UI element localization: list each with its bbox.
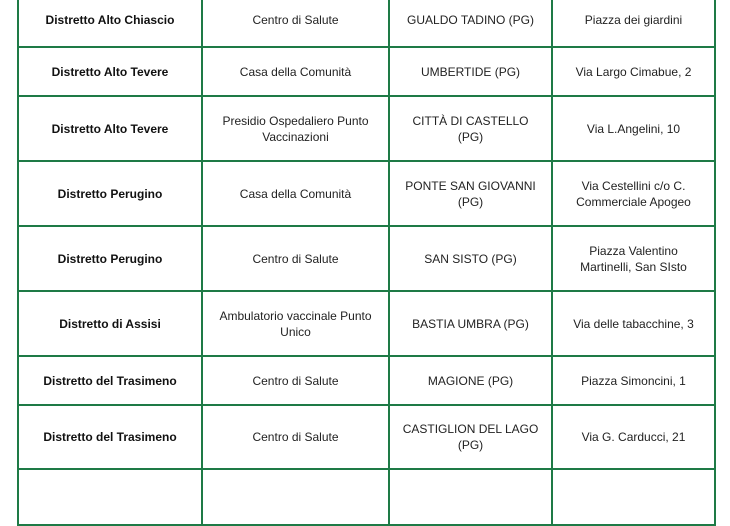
address-cell: Piazza dei giardini <box>552 0 715 47</box>
table-row <box>18 291 715 356</box>
city-cell: CASTIGLION DEL LAGO (PG) <box>389 405 552 469</box>
city-cell: UMBERTIDE (PG) <box>389 47 552 96</box>
address-cell: Piazza Simoncini, 1 <box>552 356 715 405</box>
table-row <box>18 469 715 525</box>
district-cell: Distretto di Assisi <box>18 291 202 356</box>
city-cell <box>389 469 552 525</box>
district-cell: Distretto Alto Tevere <box>18 96 202 161</box>
district-cell: Distretto Perugino <box>18 226 202 291</box>
district-cell <box>18 469 202 525</box>
table-row <box>18 0 715 47</box>
address-cell: Via L.Angelini, 10 <box>552 96 715 161</box>
city-cell: SAN SISTO (PG) <box>389 226 552 291</box>
city-cell: BASTIA UMBRA (PG) <box>389 291 552 356</box>
city-cell: CITTÀ DI CASTELLO (PG) <box>389 96 552 161</box>
district-cell: Distretto Alto Chiascio <box>18 0 202 47</box>
vaccination-sites-table-wrapper <box>17 0 714 526</box>
facility-type-cell: Casa della Comunità <box>202 47 389 96</box>
city-cell: PONTE SAN GIOVANNI (PG) <box>389 161 552 226</box>
district-cell: Distretto Alto Tevere <box>18 47 202 96</box>
facility-type-cell <box>202 469 389 525</box>
facility-type-cell: Casa della Comunità <box>202 161 389 226</box>
address-cell: Piazza Valentino Martinelli, San SIsto <box>552 226 715 291</box>
address-cell: Via G. Carducci, 21 <box>552 405 715 469</box>
facility-type-cell: Centro di Salute <box>202 405 389 469</box>
address-cell <box>552 469 715 525</box>
facility-type-cell: Ambulatorio vaccinale Punto Unico <box>202 291 389 356</box>
district-cell: Distretto Perugino <box>18 161 202 226</box>
vaccination-sites-table <box>17 0 716 526</box>
address-cell: Via Cestellini c/o C. Commerciale Apogeo <box>552 161 715 226</box>
district-cell: Distretto del Trasimeno <box>18 356 202 405</box>
address-cell: Via delle tabacchine, 3 <box>552 291 715 356</box>
table-row <box>18 47 715 96</box>
facility-type-cell: Centro di Salute <box>202 226 389 291</box>
table-row <box>18 161 715 226</box>
district-cell: Distretto del Trasimeno <box>18 405 202 469</box>
address-cell: Via Largo Cimabue, 2 <box>552 47 715 96</box>
facility-type-cell: Presidio Ospedaliero Punto Vaccinazioni <box>202 96 389 161</box>
city-cell: GUALDO TADINO (PG) <box>389 0 552 47</box>
table-row <box>18 405 715 469</box>
table-row <box>18 96 715 161</box>
table-row <box>18 226 715 291</box>
table-row <box>18 356 715 405</box>
facility-type-cell: Centro di Salute <box>202 356 389 405</box>
city-cell: MAGIONE (PG) <box>389 356 552 405</box>
facility-type-cell: Centro di Salute <box>202 0 389 47</box>
